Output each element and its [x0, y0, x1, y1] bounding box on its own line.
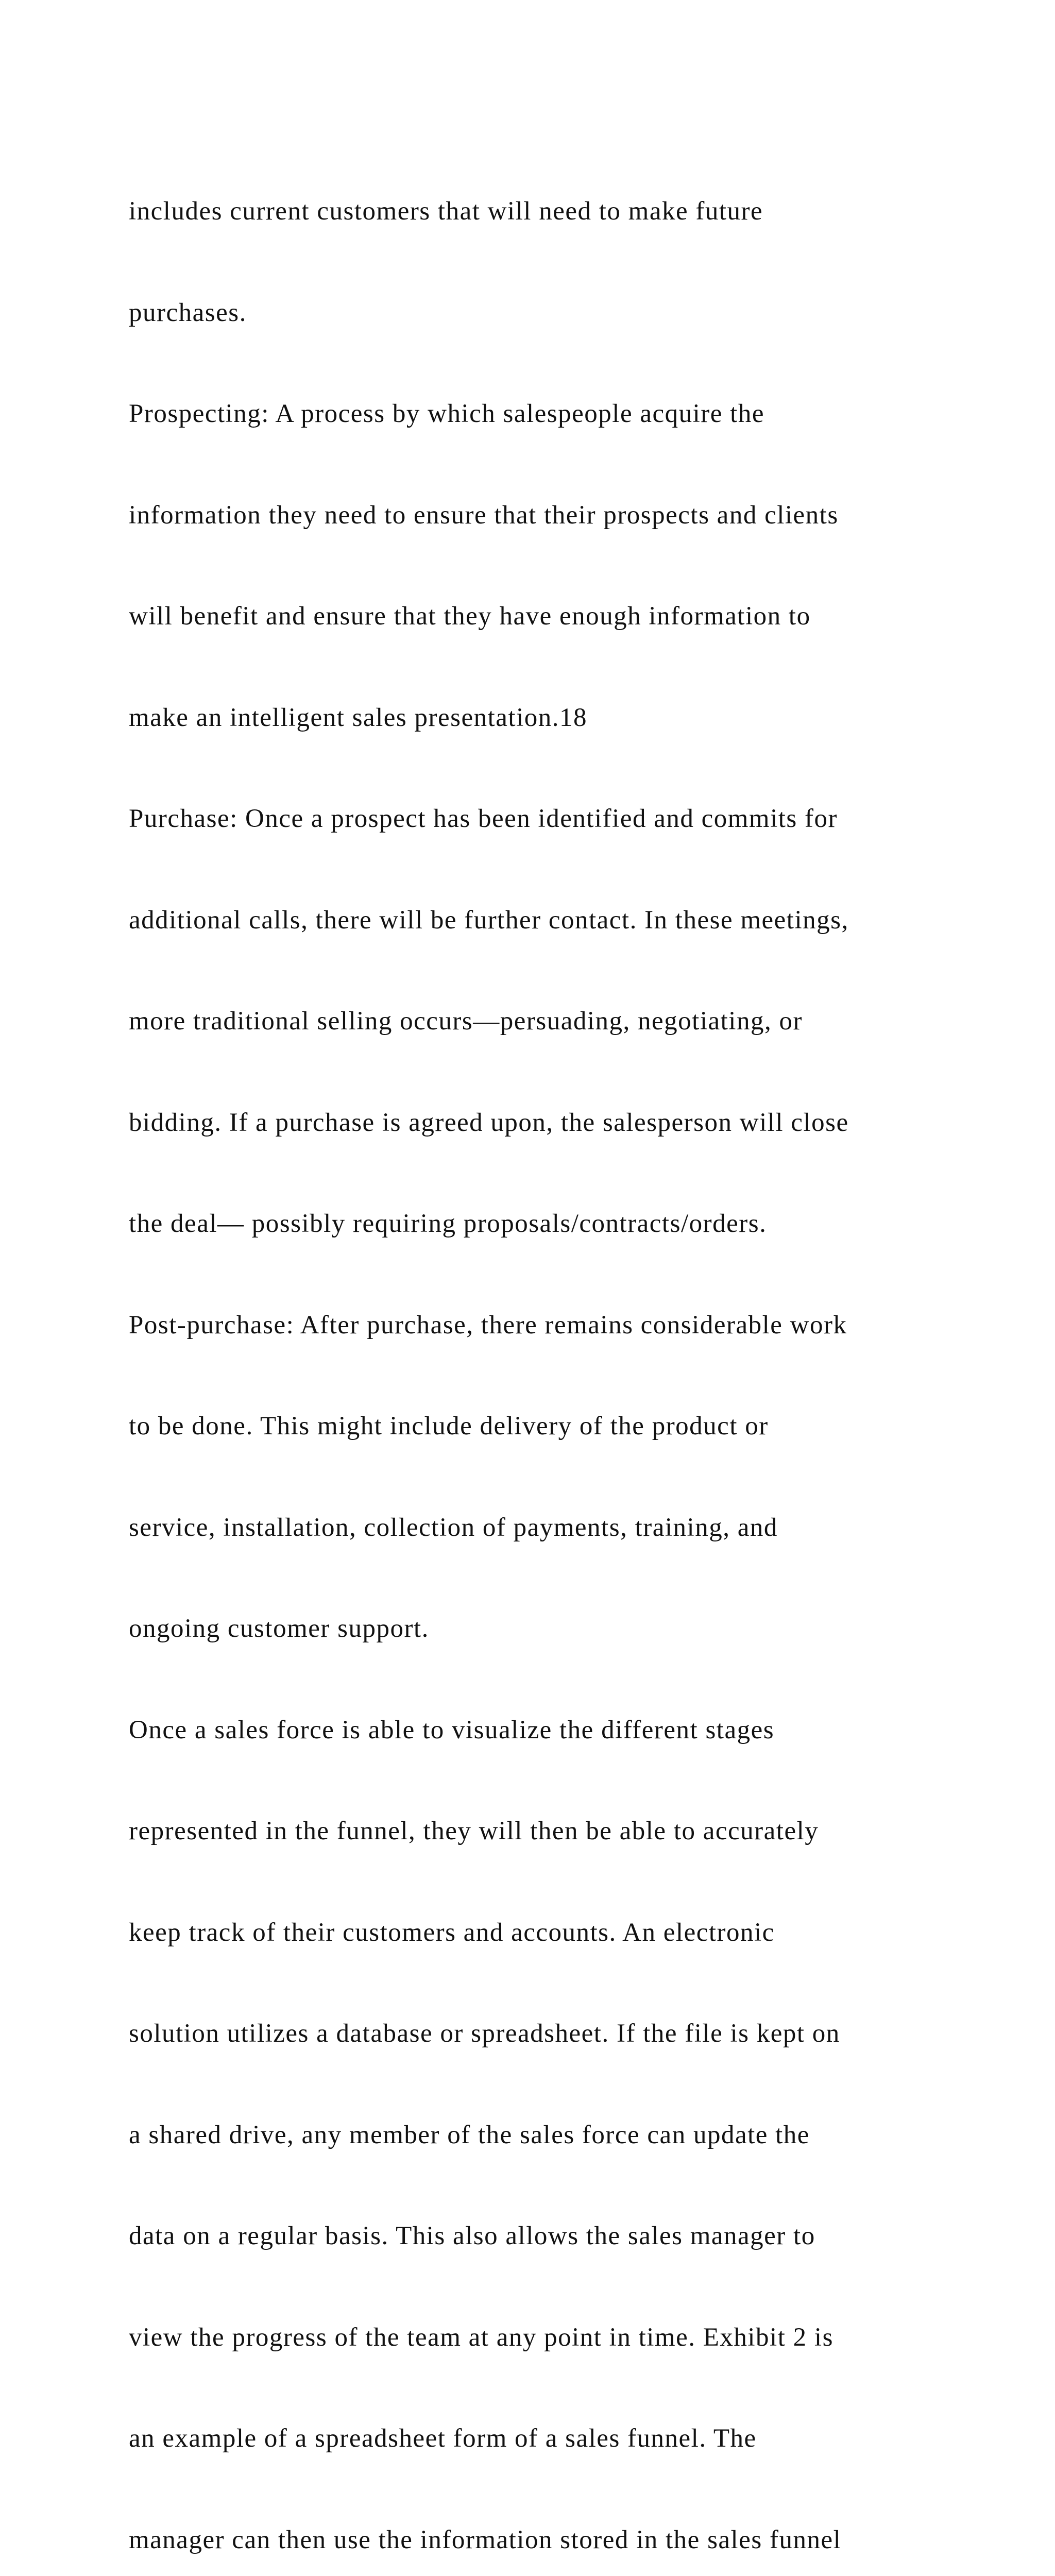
text-line: service, installation, collection of payments, training, and [129, 1513, 778, 1542]
text-line: Once a sales force is able to visualize the different stages [129, 1715, 775, 1744]
text-line: solution utilizes a database or spreadsheet. If the file is kept on [129, 2019, 840, 2048]
text-line: view the progress of the team at any point in time. Exhibit 2 is [129, 2323, 833, 2352]
text-line: to be done. This might include delivery of the product or [129, 1412, 769, 1440]
text-line: Post-purchase: After purchase, there remains considerable work [129, 1310, 847, 1340]
text-line: Prospecting: A process by which salespeople acquire the [129, 399, 764, 428]
document-body [129, 127, 953, 2576]
text-line: the deal— possibly requiring proposals/contracts/orders. [129, 1209, 767, 1238]
text-line: will benefit and ensure that they have enough information to [129, 602, 811, 631]
text-line: make an intelligent sales presentation.18 [129, 703, 588, 732]
text-line: data on a regular basis. This also allows the sales manager to [129, 2222, 815, 2250]
text-line: bidding. If a purchase is agreed upon, the salesperson will close [129, 1108, 849, 1137]
text-line: keep track of their customers and accounts. An electronic [129, 1918, 775, 1947]
text-line: includes current customers that will need to make future [129, 197, 763, 226]
text-line: represented in the funnel, they will then be able to accurately [129, 1817, 819, 1845]
text-line: more traditional selling occurs—persuading, negotiating, or [129, 1007, 803, 1036]
text-line: an example of a spreadsheet form of a sales funnel. The [129, 2424, 757, 2453]
text-line: manager can then use the information stored in the sales funnel [129, 2525, 842, 2554]
text-line: Purchase: Once a prospect has been identified and commits for [129, 804, 838, 833]
text-line: ongoing customer support. [129, 1614, 429, 1643]
text-line: a shared drive, any member of the sales force can update the [129, 2120, 810, 2149]
text-line: purchases. [129, 298, 247, 327]
text-line: additional calls, there will be further contact. In these meetings, [129, 905, 849, 935]
text-line: information they need to ensure that their prospects and clients [129, 500, 839, 530]
